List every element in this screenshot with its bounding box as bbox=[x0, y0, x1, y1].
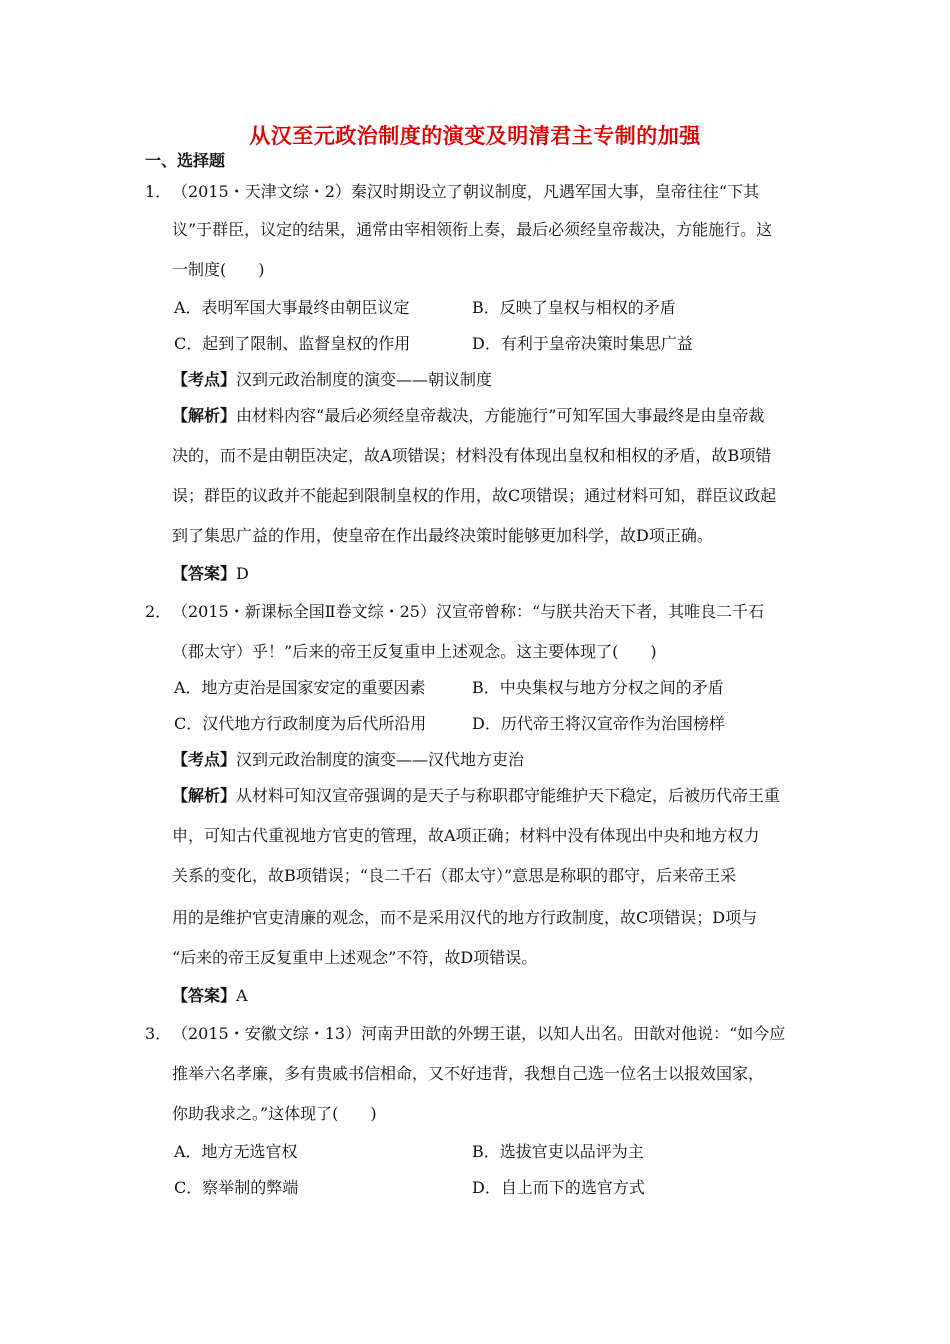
answer-label: 【答案】 bbox=[172, 564, 237, 583]
question-text: 议”于群臣，议定的结果，通常由宰相领衔上奏，最后必须经皇帝裁决，方能施行。这 bbox=[172, 220, 773, 239]
kaodian-label: 【考点】 bbox=[172, 370, 237, 389]
question-number: 2． bbox=[145, 602, 172, 621]
option-b: B．选拔官吏以品评为主 bbox=[472, 1142, 644, 1161]
question-text: （郡太守）乎！”后来的帝王反复重申上述观念。这主要体现了( ) bbox=[172, 642, 657, 661]
question-text: （2015・新课标全国Ⅱ卷文综・25）汉宣帝曾称：“与朕共治天下者，其唯良二千石 bbox=[172, 602, 765, 621]
answer-value: D bbox=[236, 564, 249, 583]
kaodian-row bbox=[172, 750, 524, 770]
jiexi-row bbox=[172, 786, 780, 806]
question-text: 你助我求之。”这体现了( ) bbox=[172, 1104, 377, 1123]
jiexi-text: 误；群臣的议政并不能起到限制皇权的作用，故C项错误；通过材料可知，群臣议政起 bbox=[172, 486, 777, 505]
option-a: A．表明军国大事最终由朝臣议定 bbox=[174, 298, 410, 317]
jiexi-text: 用的是维护官吏清廉的观念，而不是采用汉代的地方行政制度，故C项错误；D项与 bbox=[172, 908, 758, 927]
question-number: 1． bbox=[145, 182, 172, 201]
question-number: 3． bbox=[145, 1024, 172, 1043]
kaodian-row bbox=[172, 370, 492, 390]
question-text: 推举六名孝廉，多有贵戚书信相命，又不好违背，我想自己选一位名士以报效国家， bbox=[172, 1064, 765, 1083]
option-c: C．起到了限制、监督皇权的作用 bbox=[174, 334, 411, 353]
jiexi-text: 从材料可知汉宣帝强调的是天子与称职郡守能维护天下稳定，后被历代帝王重 bbox=[236, 786, 781, 805]
option-d: D．历代帝王将汉宣帝作为治国榜样 bbox=[472, 714, 725, 733]
jiexi-text: 由材料内容“最后必须经皇帝裁决，方能施行”可知军国大事最终是由皇帝裁 bbox=[236, 406, 765, 425]
kaodian-label: 【考点】 bbox=[172, 750, 237, 769]
jiexi-text: 申，可知古代重视地方官吏的管理，故A项正确；材料中没有体现出中央和地方权力 bbox=[172, 826, 760, 845]
option-b: B．中央集权与地方分权之间的矛盾 bbox=[472, 678, 724, 697]
question-text: （2015・天津文综・2）秦汉时期设立了朝议制度，凡遇军国大事，皇帝往往“下其 bbox=[172, 182, 760, 201]
kaodian-text: 汉到元政治制度的演变——汉代地方吏治 bbox=[236, 750, 525, 769]
jiexi-text: 关系的变化，故B项错误；“良二千石（郡太守）”意思是称职的郡守，后来帝王采 bbox=[172, 866, 737, 885]
option-d: D．自上而下的选官方式 bbox=[472, 1178, 645, 1197]
jiexi-label: 【解析】 bbox=[172, 406, 237, 425]
question-text: 一制度( ) bbox=[172, 260, 265, 279]
option-b: B．反映了皇权与相权的矛盾 bbox=[472, 298, 676, 317]
question-text: （2015・安徽文综・13）河南尹田歆的外甥王谌，以知人出名。田歆对他说：“如今应 bbox=[172, 1024, 786, 1043]
answer-row bbox=[172, 564, 249, 584]
option-d: D．有利于皇帝决策时集思广益 bbox=[472, 334, 693, 353]
jiexi-text: “后来的帝王反复重申上述观念”不符，故D项错误。 bbox=[172, 948, 538, 967]
option-c: C．察举制的弊端 bbox=[174, 1178, 299, 1197]
option-a: A．地方无选官权 bbox=[174, 1142, 298, 1161]
answer-value: A bbox=[236, 986, 248, 1005]
option-a: A．地方吏治是国家安定的重要因素 bbox=[174, 678, 426, 697]
answer-row bbox=[172, 986, 248, 1006]
jiexi-text: 到了集思广益的作用，使皇帝在作出最终决策时能够更加科学，故D项正确。 bbox=[172, 526, 713, 545]
section-heading: 一、选择题 bbox=[145, 151, 226, 170]
jiexi-row bbox=[172, 406, 764, 426]
option-c: C．汉代地方行政制度为后代所沿用 bbox=[174, 714, 427, 733]
kaodian-text: 汉到元政治制度的演变——朝议制度 bbox=[236, 370, 493, 389]
jiexi-text: 决的，而不是由朝臣决定，故A项错误；材料没有体现出皇权和相权的矛盾，故B项错 bbox=[172, 446, 772, 465]
page-title: 从汉至元政治制度的演变及明清君主专制的加强 bbox=[249, 123, 701, 148]
answer-label: 【答案】 bbox=[172, 986, 237, 1005]
jiexi-label: 【解析】 bbox=[172, 786, 237, 805]
